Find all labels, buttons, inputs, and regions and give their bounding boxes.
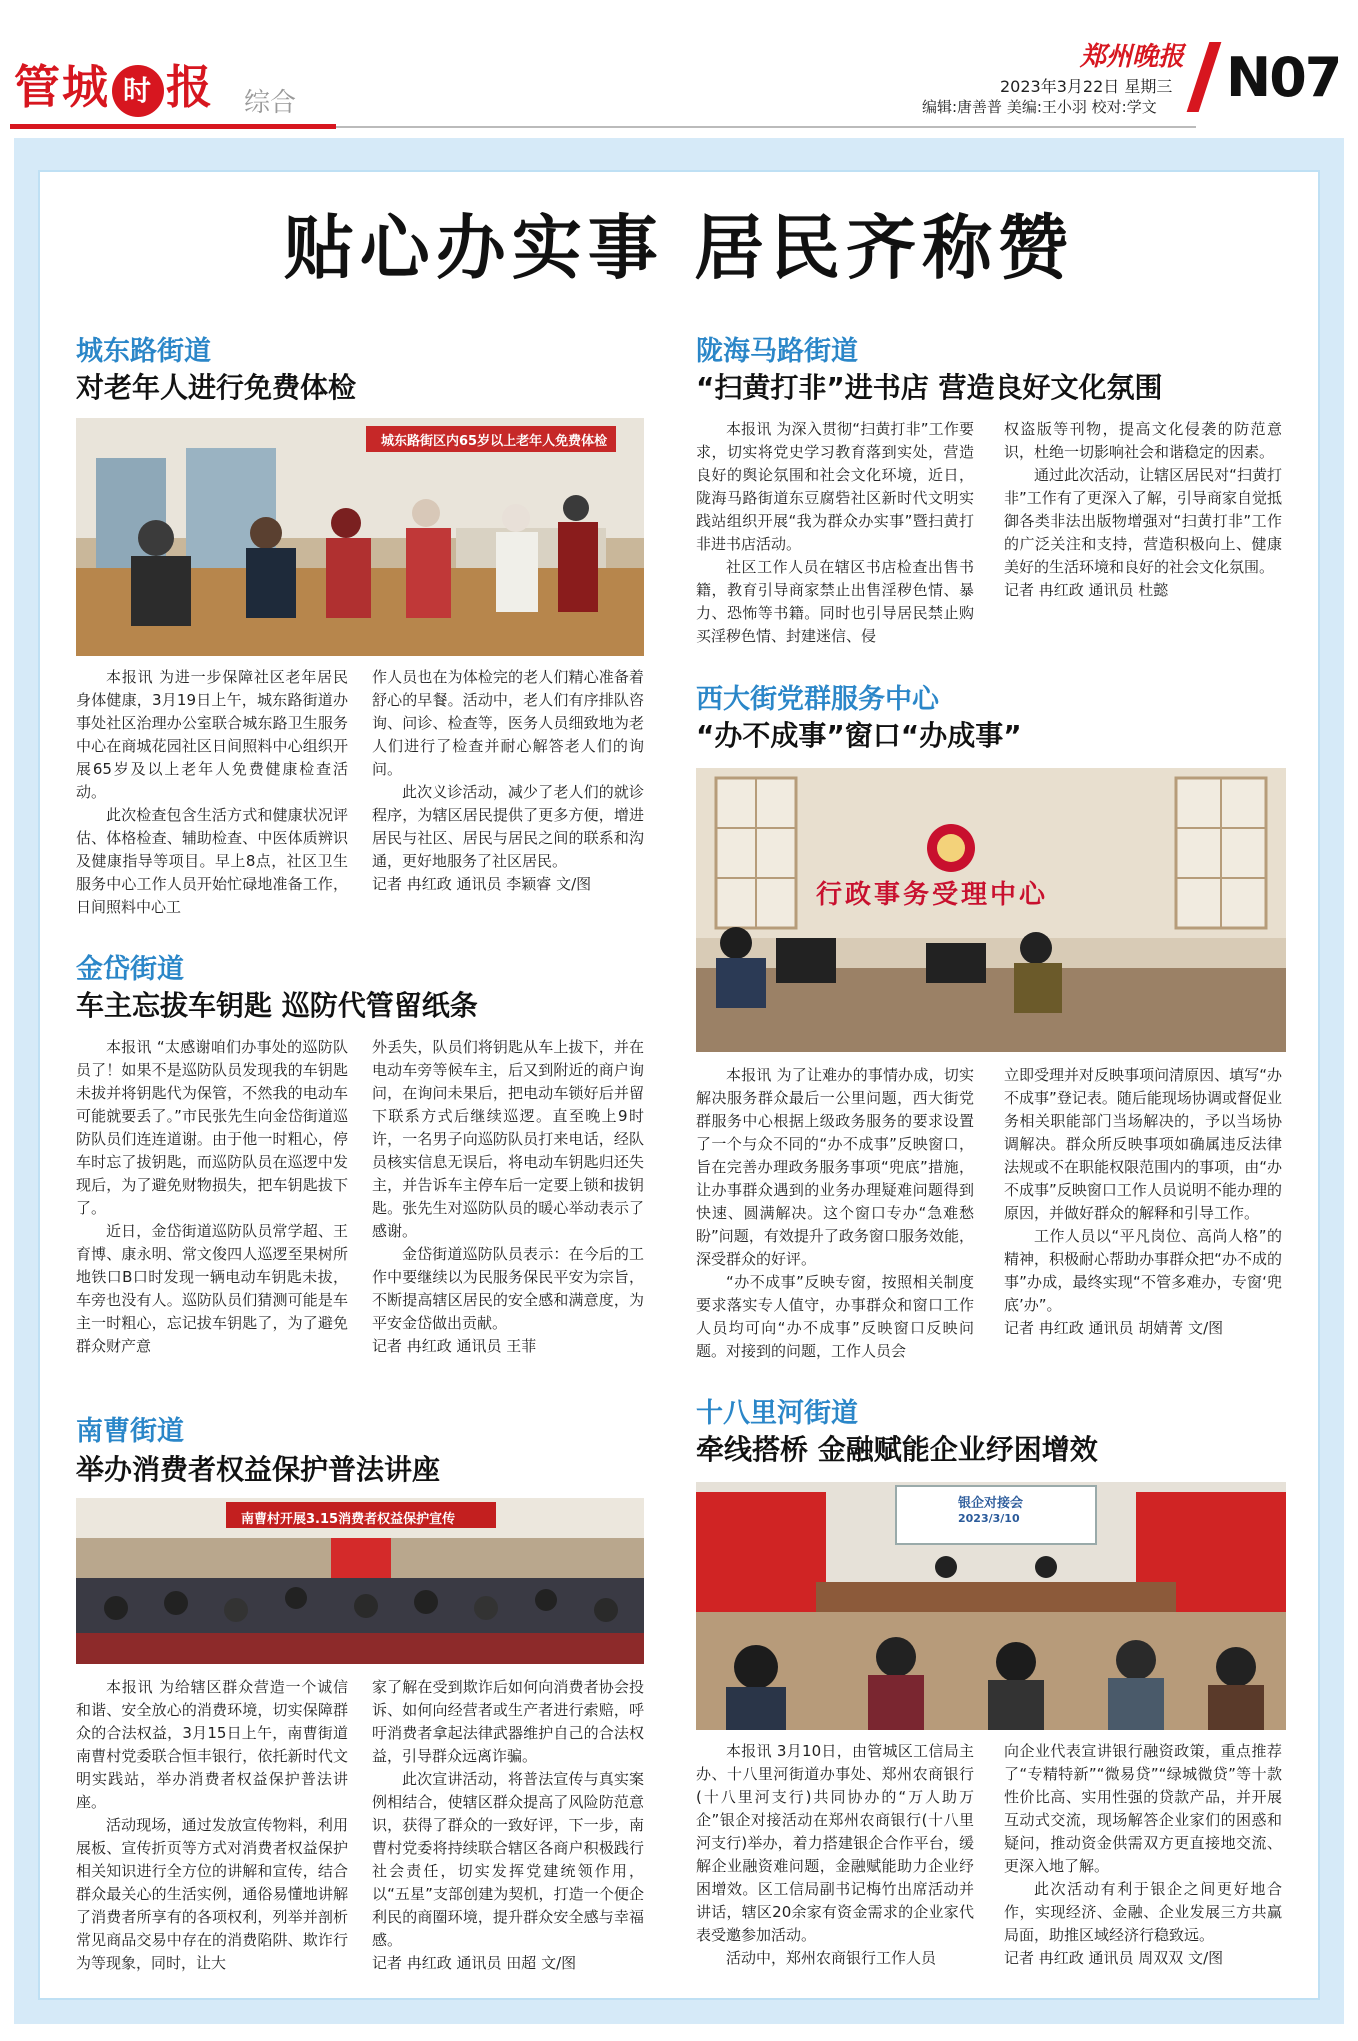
paragraph: 本报讯 为了让难办的事情办成，切实解决服务群众最后一公里问题，西大街党群服务中心根据上级政务服务的要求设置了一个与众不同的“办不成事”反映窗口，旨在完善办理政务服务事项“兜底”措施，让办事群众遇到的业务办理疑难问题得到快速、圆满解决。这个窗口专办“急难愁盼”问题，有效提升了政务窗口服务效能，深受群众的好评。 — [696, 1066, 974, 1268]
paragraph: 工作人员以“平凡岗位、高尚人格”的精神，积极耐心帮助办事群众把“办不成的事”办成，最终实现“不管多难办，专窗‘兜底’办”。 — [1004, 1227, 1282, 1314]
editor-credits: 编辑:唐善普 美编:王小羽 校对:学文 — [922, 98, 1157, 116]
article-place-jindai: 金岱街道 — [76, 954, 184, 985]
article-credit-nancao: 记者 冉红政 通讯员 田超 文/图 — [372, 1954, 577, 1972]
article-title-shibalihe: 牵线搭桥 金融赋能企业纾困增效 — [696, 1433, 1098, 1466]
article-place-shibalihe: 十八里河街道 — [696, 1398, 858, 1429]
article-place-xida: 西大街党群服务中心 — [696, 684, 939, 715]
header-rule-gray — [336, 126, 1196, 128]
page-headline: 贴心办实事 居民齐称赞 — [283, 207, 1075, 289]
paragraph: “办不成事”反映专窗，按照相关制度要求落实专人值守，办事群众和窗口工作人员均可向“办不成事”反映窗口反映问题。对接到的问题，工作人员会 — [696, 1273, 974, 1360]
paragraph: 此次宣讲活动，将普法宣传与真实案例相结合，使辖区群众提高了风险防范意识，获得了群众的一致好评，下一步，南曹村党委将持续联合辖区各商户积极践行社会责任，切实发挥党建统领作用，以“五星”支部创建为契机，打造一个便企利民的商圈环境，提升群众安全感与幸福感。 — [372, 1770, 644, 1949]
paragraph: 此次检查包含生活方式和健康状况评估、体格检查、辅助检查、中医体质辨识及健康指导等项目。早上8点，社区卫生服务中心工作人员开始忙碌地准备工作，日间照料中心工 — [76, 806, 348, 916]
article-credit-chengdong: 记者 冉红政 通讯员 李颖睿 文/图 — [372, 875, 592, 893]
photo-health-check — [76, 418, 644, 656]
paragraph: 活动中，郑州农商银行工作人员 — [726, 1949, 937, 1967]
article-body-xida-col1 — [696, 1064, 974, 1363]
article-body-chengdong-col2 — [372, 666, 644, 896]
header-rule-red — [10, 124, 336, 129]
photo-screen-date: 2023/3/10 — [958, 1512, 1020, 1525]
paragraph: 社区工作人员在辖区书店检查出售书籍，教育引导商家禁止出售淫秽色情、暴力、恐怖等书籍。同时也引导居民禁止购买淫秽色情、封建迷信、侵 — [696, 558, 974, 645]
article-title-jindai: 车主忘拔车钥匙 巡防代管留纸条 — [76, 989, 478, 1022]
article-credit-xida: 记者 冉红政 通讯员 胡婧菁 文/图 — [1004, 1319, 1224, 1337]
article-body-longhai-col2 — [1004, 418, 1282, 602]
article-title-chengdong: 对老年人进行免费体检 — [76, 371, 357, 404]
article-photo-shibalihe — [696, 1482, 1286, 1730]
article-body-jindai-col2 — [372, 1036, 644, 1358]
article-photo-chengdong — [76, 418, 644, 656]
paper-brand — [14, 60, 214, 117]
paragraph: 本报讯 “太感谢咱们办事处的巡防队员了！如果不是巡防队员发现我的车钥匙未拔并将钥匙代为保管，不然我的电动车可能就要丢了。”市民张先生向金岱街道巡防队员们连连道谢。由于他一时粗心，停车时忘了拔钥匙，而巡防队员在巡逻中发现后，为了避免财物损失，把车钥匙拔下了。 — [76, 1038, 348, 1217]
paragraph: 本报讯 为深入贯彻“扫黄打非”工作要求，切实将党史学习教育落到实处，营造良好的舆论氛围和社会文化环境，近日，陇海马路街道东豆腐砦社区新时代文明实践站组织开展“我为群众办实事”暨扫黄打非进书店活动。 — [696, 420, 974, 553]
article-photo-nancao — [76, 1498, 644, 1664]
brand-text-2: 报 — [166, 60, 214, 114]
article-credit-shibalihe: 记者 冉红政 通讯员 周双双 文/图 — [1004, 1949, 1224, 1967]
article-body-chengdong-col1 — [76, 666, 348, 919]
article-place-nancao: 南曹街道 — [76, 1416, 184, 1447]
paragraph: 权盗版等刊物，提高文化侵袭的防范意识，杜绝一切影响社会和谐稳定的因素。 — [1004, 420, 1282, 461]
brand-text-1: 管城 — [14, 60, 110, 114]
article-body-longhai-col1 — [696, 418, 974, 648]
article-photo-xida — [696, 768, 1286, 1052]
page-slash-mark — [1187, 42, 1222, 112]
paragraph: 通过此次活动，让辖区居民对“扫黄打非”工作有了更深入了解，引导商家自觉抵御各类非法出版物增强对“扫黄打非”工作的广泛关注和支持，营造积极向上、健康美好的生活环境和良好的社会文化氛围。 — [1004, 466, 1282, 576]
article-body-shibalihe-col1 — [696, 1740, 974, 1970]
article-credit-jindai: 记者 冉红政 通讯员 王菲 — [372, 1337, 537, 1355]
paragraph: 作人员也在为体检完的老人们精心准备着舒心的早餐。活动中，老人们有序排队咨询、问诊、检查等，医务人员细致地为老人们进行了检查并耐心解答老人们的询问。 — [372, 668, 644, 778]
article-place-chengdong: 城东路街道 — [76, 336, 211, 367]
paragraph: 活动现场，通过发放宣传物料，利用展板、宣传折页等方式对消费者权益保护相关知识进行全方位的讲解和宣传，结合群众最关心的生活实例，通俗易懂地讲解了消费者所享有的各项权利，列举并剖析常见商品交易中存在的消费陷阱、欺诈行为等现象，同时，让大 — [76, 1816, 348, 1972]
paragraph: 本报讯 为给辖区群众营造一个诚信和谐、安全放心的消费环境，切实保障群众的合法权益，3月15日上午，南曹街道南曹村党委联合恒丰银行，依托新时代文明实践站，举办消费者权益保护普法讲座。 — [76, 1678, 348, 1811]
article-body-nancao-col2 — [372, 1676, 644, 1975]
masthead-logo: 郑州晚报 — [1080, 42, 1185, 72]
page-number: N07 — [1226, 46, 1341, 109]
article-title-longhai: “扫黄打非”进书店 营造良好文化氛围 — [696, 371, 1163, 404]
paragraph: 家了解在受到欺诈后如何向消费者协会投诉、如何向经营者或生产者进行索赔，呼吁消费者拿起法律武器维护自己的合法权益，引导群众远离诈骗。 — [372, 1678, 644, 1765]
brand-circle-badge: 时 — [112, 65, 164, 117]
section-label: 综合 — [244, 88, 297, 118]
photo-banner-chengdong: 城东路街区内65岁以上老年人免费体检 — [381, 434, 608, 449]
paragraph: 立即受理并对反映事项问清原因、填写“办不成事”登记表。随后能现场协调或督促业务相关职能部门当场解决的，予以当场协调解决。群众所反映事项如确属违反法律法规或不在职能权限范围内的事项，由“办不成事”反映窗口工作人员说明不能办理的原因，并做好群众的解释和引导工作。 — [1004, 1066, 1282, 1222]
paragraph: 本报讯 3月10日，由管城区工信局主办、十八里河街道办事处、郑州农商银行(十八里河支行)共同协办的“万人助万企”银企对接活动在郑州农商银行(十八里河支行)举办，着力搭建银企合作平台，缓解企业融资难问题，金融赋能助力企业纾困增效。区工信局副书记梅竹出席活动并讲话，辖区20余家有资金需求的企业家代表受邀参加活动。 — [696, 1742, 974, 1944]
article-body-jindai-col1 — [76, 1036, 348, 1358]
paragraph: 外丢失，队员们将钥匙从车上拔下，并在电动车旁等候车主，后又到附近的商户询问，在询问未果后，把电动车锁好后并留下联系方式后继续巡逻。直至晚上9时许，一名男子向巡防队员打来电话，经队员核实信息无误后，将电动车钥匙归还失主，并告诉车主停车后一定要上锁和拔钥匙。张先生对巡防队员的暖心举动表示了感谢。 — [372, 1038, 644, 1240]
article-credit-longhai: 记者 冉红政 通讯员 杜懿 — [1004, 581, 1169, 599]
paragraph: 近日，金岱街道巡防队员常学超、王育博、康永明、常文俊四人巡逻至果树所地铁口B口时发现一辆电动车钥匙未拔，车旁也没有人。巡防队员们猜测可能是车主一时粗心，忘记拔车钥匙了，为了避免群众财产意 — [76, 1222, 348, 1355]
article-body-nancao-col1 — [76, 1676, 348, 1975]
article-title-nancao: 举办消费者权益保护普法讲座 — [76, 1453, 441, 1486]
dateline: 2023年3月22日 星期三 — [1000, 77, 1173, 96]
article-place-longhai: 陇海马路街道 — [696, 336, 858, 367]
article-body-xida-col2 — [1004, 1064, 1282, 1340]
article-body-shibalihe-col2 — [1004, 1740, 1282, 1970]
paragraph: 本报讯 为进一步保障社区老年居民身体健康，3月19日上午，城东路街道办事处社区治理办公室联合城东路卫生服务中心在商城花园社区日间照料中心组织开展65岁及以上老年人免费健康检查活动。 — [76, 668, 348, 801]
paragraph: 金岱街道巡防队员表示：在今后的工作中要继续以为民服务保民平安为宗旨，不断提高辖区居民的安全感和满意度，为平安金岱做出贡献。 — [372, 1245, 644, 1332]
photo-sign-xida: 行政事务受理中心 — [816, 880, 1049, 910]
paragraph: 此次义诊活动，减少了老人们的就诊程序，为辖区居民提供了更多方便，增进居民与社区、居民与居民之间的联系和沟通，更好地服务了社区居民。 — [372, 783, 644, 870]
paragraph: 向企业代表宣讲银行融资政策，重点推荐了“专精特新”“微易贷”“绿城微贷”等十款性价比高、实用性强的贷款产品，并开展互动式交流，现场解答企业家们的困惑和疑问，推动资金供需双方更直接地交流、更深入地了解。 — [1004, 1742, 1282, 1875]
photo-screen-title: 银企对接会 — [958, 1496, 1024, 1511]
photo-banner-nancao: 南曹村开展3.15消费者权益保护宣传 — [241, 1512, 456, 1527]
paragraph: 此次活动有利于银企之间更好地合作，实现经济、金融、企业发展三方共赢局面，助推区域经济行稳致远。 — [1004, 1880, 1282, 1944]
article-title-xida: “办不成事”窗口“办成事” — [696, 719, 1022, 752]
